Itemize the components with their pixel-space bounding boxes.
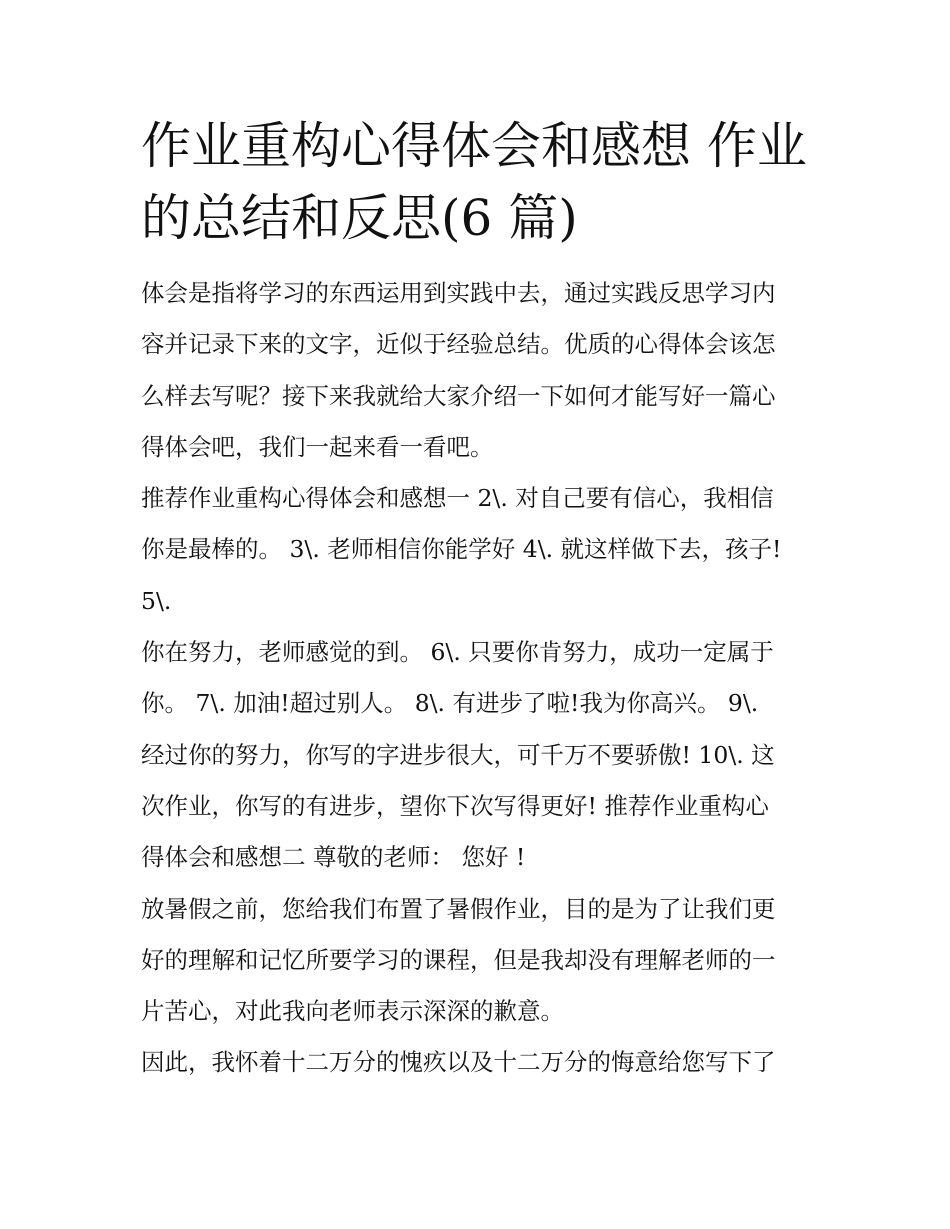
- paragraph-encourage: [141, 627, 813, 730]
- text-line: 片苦心，对此我向老师表示深深的歉意。: [141, 997, 564, 1026]
- document-page: [141, 110, 813, 1089]
- paragraph-apology: [141, 1037, 813, 1088]
- text-line: 么样去写呢？接下来我就给大家介绍一下如何才能写好一篇心: [141, 381, 776, 410]
- paragraph-intro: [141, 268, 813, 473]
- title-line-2: 的总结和反思(6 篇): [141, 189, 578, 247]
- text-line: 次作业，你写的有进步，望你下次写得更好! 推荐作业重构心: [141, 791, 769, 820]
- paragraph-summer-homework: [141, 884, 813, 1038]
- text-line: 你。 7\. 加油!超过别人。 8\. 有进步了啦!我为你高兴。 9\.: [141, 689, 759, 718]
- text-line: 因此，我怀着十二万分的愧疚以及十二万分的悔意给您写下了: [141, 1048, 776, 1077]
- text-line: 经过你的努力，你写的字进步很大，可千万不要骄傲! 10\. 这: [141, 740, 775, 769]
- text-line: 容并记录下来的文字，近似于经验总结。优质的心得体会该怎: [141, 330, 776, 359]
- text-line: 5\.: [141, 586, 172, 615]
- text-line: 你在努力，老师感觉的到。 6\. 只要你肯努力，成功一定属于: [141, 638, 774, 667]
- text-line: 你是最棒的。 3\. 老师相信你能学好 4\. 就这样做下去，孩子!: [141, 535, 782, 564]
- title-line-1: 作业重构心得体会和感想 作业: [141, 117, 807, 175]
- paragraph-progress: [141, 730, 813, 884]
- text-line: 放暑假之前，您给我们布置了暑假作业，目的是为了让我们更: [141, 894, 776, 923]
- text-line: 得体会和感想二 尊敬的老师： 您好 !: [141, 843, 526, 872]
- text-line: 得体会吧，我们一起来看一看吧。: [141, 432, 494, 461]
- document-body: [141, 268, 813, 1089]
- document-title: [141, 110, 813, 254]
- text-line: 推荐作业重构心得体会和感想一 2\. 对自己要有信心，我相信: [141, 484, 774, 513]
- text-line: 好的理解和记忆所要学习的课程，但是我却没有理解老师的一: [141, 945, 776, 974]
- paragraph-recommend-1: [141, 473, 813, 627]
- text-line: 体会是指将学习的东西运用到实践中去，通过实践反思学习内: [141, 279, 776, 307]
